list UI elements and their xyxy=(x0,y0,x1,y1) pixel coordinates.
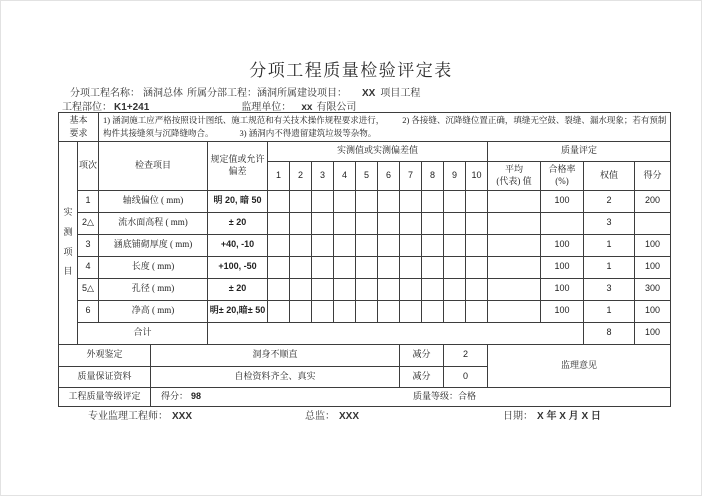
measured-value-cell xyxy=(400,212,422,234)
meta-line-2 xyxy=(62,98,356,113)
measured-value-cell xyxy=(422,278,444,300)
measured-value-cell xyxy=(268,212,290,234)
measured-value-cell xyxy=(422,300,444,322)
assurance-label-cell: 质量保证资料 xyxy=(59,366,151,387)
appearance-row xyxy=(59,344,671,366)
score-cell: 200 xyxy=(635,190,671,212)
measured-value-cell xyxy=(400,256,422,278)
chief-value: XXX xyxy=(339,411,360,422)
item-no-cell: 4 xyxy=(78,256,99,278)
table-row-clear-height xyxy=(59,300,671,322)
col-header-8: 8 xyxy=(422,161,444,190)
avg-value-cell xyxy=(488,190,541,212)
col-header-2: 2 xyxy=(290,161,312,190)
measured-items-side-label: 实测项目 xyxy=(63,206,73,277)
signature-engineer xyxy=(88,407,192,422)
grade-level-label: 质量等级： xyxy=(413,390,459,401)
grade-level-value: 合格 xyxy=(458,390,477,401)
item-no-cell: 5△ xyxy=(78,278,99,300)
col-header-4: 4 xyxy=(334,161,356,190)
grade-row xyxy=(59,387,671,406)
measured-value-cell xyxy=(334,256,356,278)
check-item-cell: 净高 ( mm) xyxy=(99,300,208,322)
table-row-length xyxy=(59,256,671,278)
basic-requirements-line-2 xyxy=(103,127,667,140)
measured-value-cell xyxy=(312,256,334,278)
table-row-flow-surface-elevation xyxy=(59,212,671,234)
measured-value-cell xyxy=(290,300,312,322)
spec-cell: ± 20 xyxy=(208,278,268,300)
supervisor-code: xx xyxy=(301,102,313,113)
pass-rate-cell: 100 xyxy=(541,190,584,212)
measured-value-cell xyxy=(400,190,422,212)
table-header-group-row xyxy=(59,141,671,161)
score-cell xyxy=(635,212,671,234)
measured-value-cell xyxy=(466,256,488,278)
supervisor-label: 监理单位： xyxy=(241,102,292,113)
pass-rate-cell: 100 xyxy=(541,278,584,300)
basic-req-item-2: 2) 各接缝、沉降缝位置正确，填缝无空鼓、裂缝、漏水现象；若有预制 xyxy=(402,115,667,125)
score-cell: 100 xyxy=(635,300,671,322)
construction-project-label: 所属建设项目： xyxy=(277,88,347,99)
measured-value-cell xyxy=(444,234,466,256)
date-label: 日期： xyxy=(503,411,533,422)
measured-value-cell xyxy=(378,212,400,234)
weight-cell: 3 xyxy=(584,212,635,234)
measured-value-cell xyxy=(400,300,422,322)
measured-value-cell xyxy=(312,212,334,234)
measured-value-cell xyxy=(400,234,422,256)
measured-value-cell xyxy=(444,300,466,322)
avg-label-line1: 平均 xyxy=(504,164,523,175)
table-row-axis-deviation xyxy=(59,190,671,212)
measured-value-cell xyxy=(378,256,400,278)
measured-value-cell xyxy=(290,278,312,300)
construction-project-text: 项目工程 xyxy=(380,88,421,99)
check-item-cell: 长度 ( mm) xyxy=(99,256,208,278)
rate-label-line2: (%) xyxy=(555,175,569,186)
col-header-average xyxy=(488,161,541,190)
basic-req-item-1: 1) 涵洞施工应严格按照设计图纸、施工规范和有关技术操作规程要求进行， xyxy=(103,115,385,125)
appearance-label-cell: 外观鉴定 xyxy=(59,344,151,366)
assurance-deduct-value-cell: 0 xyxy=(444,366,488,387)
supervision-opinion-cell: 监理意见 xyxy=(488,344,671,387)
grade-score-label: 得分： xyxy=(161,390,189,401)
col-header-10: 10 xyxy=(466,161,488,190)
measured-value-cell xyxy=(444,190,466,212)
measured-value-cell xyxy=(290,190,312,212)
spec-cell: 明 20, 暗 50 xyxy=(208,190,268,212)
measured-value-cell xyxy=(312,234,334,256)
table-row-aperture xyxy=(59,278,671,300)
chief-label: 总监： xyxy=(305,411,335,422)
check-item-cell: 孔径 ( mm) xyxy=(99,278,208,300)
avg-value-cell xyxy=(488,256,541,278)
avg-value-cell xyxy=(488,300,541,322)
appearance-deduct-value-cell: 2 xyxy=(444,344,488,366)
measured-value-cell xyxy=(334,278,356,300)
pass-rate-cell: 100 xyxy=(541,256,584,278)
score-cell: 100 xyxy=(635,256,671,278)
measured-value-cell xyxy=(312,190,334,212)
grade-label-cell: 工程质量等级评定 xyxy=(59,387,151,406)
col-header-score: 得分 xyxy=(635,161,671,190)
col-header-weight: 权值 xyxy=(584,161,635,190)
item-no-cell: 3 xyxy=(78,234,99,256)
col-header-1: 1 xyxy=(268,161,290,190)
measured-value-cell xyxy=(444,212,466,234)
basic-requirements-line-1 xyxy=(103,114,667,127)
weight-cell: 1 xyxy=(584,300,635,322)
date-value: X 年 X 月 X 日 xyxy=(537,411,601,422)
form-title: 分项工程质量检验评定表 xyxy=(249,61,453,80)
rate-label-line1: 合格率 xyxy=(548,164,576,175)
measured-value-cell xyxy=(356,234,378,256)
measured-value-cell xyxy=(466,278,488,300)
construction-project-code: XX xyxy=(362,88,376,99)
appearance-deduct-label-cell: 减分 xyxy=(400,344,444,366)
location-value: K1+241 xyxy=(114,102,150,113)
measured-value-cell xyxy=(334,300,356,322)
engineer-value: XXX xyxy=(172,411,193,422)
col-header-6: 6 xyxy=(378,161,400,190)
col-header-pass-rate xyxy=(541,161,584,190)
location-label: 工程部位： xyxy=(62,102,112,113)
col-header-check-item: 检查项目 xyxy=(99,141,208,190)
grade-content-cell xyxy=(151,387,671,406)
measured-value-cell xyxy=(268,190,290,212)
measured-value-cell xyxy=(268,256,290,278)
measured-value-cell xyxy=(312,300,334,322)
measured-value-cell xyxy=(444,256,466,278)
total-blank-cell xyxy=(208,322,584,344)
weight-cell: 1 xyxy=(584,256,635,278)
signature-date xyxy=(503,407,601,422)
measured-value-cell xyxy=(268,300,290,322)
item-no-cell: 1 xyxy=(78,190,99,212)
col-header-item-no: 项次 xyxy=(78,141,99,190)
basic-requirements-text-cell xyxy=(99,113,671,142)
assurance-content-cell: 自检资料齐全、真实 xyxy=(151,366,400,387)
avg-value-cell xyxy=(488,278,541,300)
basic-requirements-label-cell xyxy=(59,113,99,142)
col-header-quality-group: 质量评定 xyxy=(488,141,671,161)
total-weight-cell: 8 xyxy=(584,322,635,344)
measured-value-cell xyxy=(290,256,312,278)
item-no-cell: 6 xyxy=(78,300,99,322)
measured-value-cell xyxy=(356,278,378,300)
measured-value-cell xyxy=(422,234,444,256)
measured-items-side-label-cell xyxy=(59,141,78,344)
meta-line-1 xyxy=(70,84,420,99)
measured-value-cell xyxy=(422,256,444,278)
table-row-paving-thickness xyxy=(59,234,671,256)
pass-rate-cell: 100 xyxy=(541,234,584,256)
weight-cell: 2 xyxy=(584,190,635,212)
basic-req-item-3: 3) 涵洞内不得遗留建筑垃圾等杂物。 xyxy=(239,127,377,138)
measured-value-cell xyxy=(356,212,378,234)
measured-value-cell xyxy=(378,190,400,212)
spec-cell: ± 20 xyxy=(208,212,268,234)
measured-value-cell xyxy=(312,278,334,300)
total-score-cell: 100 xyxy=(635,322,671,344)
measured-value-cell xyxy=(268,278,290,300)
measured-value-cell xyxy=(422,190,444,212)
measured-value-cell xyxy=(466,234,488,256)
project-name-label: 分项工程名称： xyxy=(70,88,140,99)
measured-value-cell xyxy=(378,300,400,322)
measured-value-cell xyxy=(356,190,378,212)
grade-score-value: 98 xyxy=(191,390,202,401)
avg-value-cell xyxy=(488,212,541,234)
signature-chief xyxy=(305,407,359,422)
measured-value-cell xyxy=(378,278,400,300)
project-name-value: 涵洞总体 xyxy=(143,88,183,99)
col-header-7: 7 xyxy=(400,161,422,190)
measured-value-cell xyxy=(356,256,378,278)
item-no-cell: 2△ xyxy=(78,212,99,234)
weight-cell: 3 xyxy=(584,278,635,300)
total-label-cell: 合计 xyxy=(78,322,208,344)
inspection-table xyxy=(58,112,671,407)
assurance-deduct-label-cell: 减分 xyxy=(400,366,444,387)
check-item-cell: 流水面高程 ( mm) xyxy=(99,212,208,234)
basic-requirements-row xyxy=(59,113,671,142)
basic-requirements-label: 基本要求 xyxy=(69,115,88,138)
col-header-5: 5 xyxy=(356,161,378,190)
pass-rate-cell: 100 xyxy=(541,300,584,322)
score-cell: 100 xyxy=(635,234,671,256)
col-header-3: 3 xyxy=(312,161,334,190)
measured-value-cell xyxy=(378,234,400,256)
measured-value-cell xyxy=(400,278,422,300)
measured-value-cell xyxy=(268,234,290,256)
measured-value-cell xyxy=(334,190,356,212)
measured-value-cell xyxy=(466,212,488,234)
measured-value-cell xyxy=(444,278,466,300)
supervisor-text: 有限公司 xyxy=(316,102,357,113)
pass-rate-cell xyxy=(541,212,584,234)
check-item-cell: 轴线偏位 ( mm) xyxy=(99,190,208,212)
avg-label-line2: (代表) 值 xyxy=(496,175,532,186)
col-header-9: 9 xyxy=(444,161,466,190)
check-item-cell: 涵底铺砌厚度 ( mm) xyxy=(99,234,208,256)
score-cell: 300 xyxy=(635,278,671,300)
measured-value-cell xyxy=(466,300,488,322)
measured-value-cell xyxy=(422,212,444,234)
engineer-label: 专业监理工程师： xyxy=(88,411,168,422)
spec-cell: +100, -50 xyxy=(208,256,268,278)
spec-cell: +40, -10 xyxy=(208,234,268,256)
avg-value-cell xyxy=(488,234,541,256)
basic-req-item-2-cont: 构件其接缝须与沉降缝吻合。 xyxy=(103,127,214,138)
weight-cell: 1 xyxy=(584,234,635,256)
measured-value-cell xyxy=(356,300,378,322)
appearance-content-cell: 洞身不顺直 xyxy=(151,344,400,366)
measured-value-cell xyxy=(466,190,488,212)
col-header-measured-group: 实测值或实测偏差值 xyxy=(268,141,488,161)
division-value: 涵洞 xyxy=(257,88,277,99)
col-header-spec: 规定值或允许偏差 xyxy=(208,141,268,190)
measured-value-cell xyxy=(290,212,312,234)
measured-value-cell xyxy=(334,234,356,256)
spec-cell: 明± 20,暗± 50 xyxy=(208,300,268,322)
total-row xyxy=(59,322,671,344)
division-label: 所属分部工程： xyxy=(187,88,257,99)
measured-value-cell xyxy=(334,212,356,234)
measured-value-cell xyxy=(290,234,312,256)
